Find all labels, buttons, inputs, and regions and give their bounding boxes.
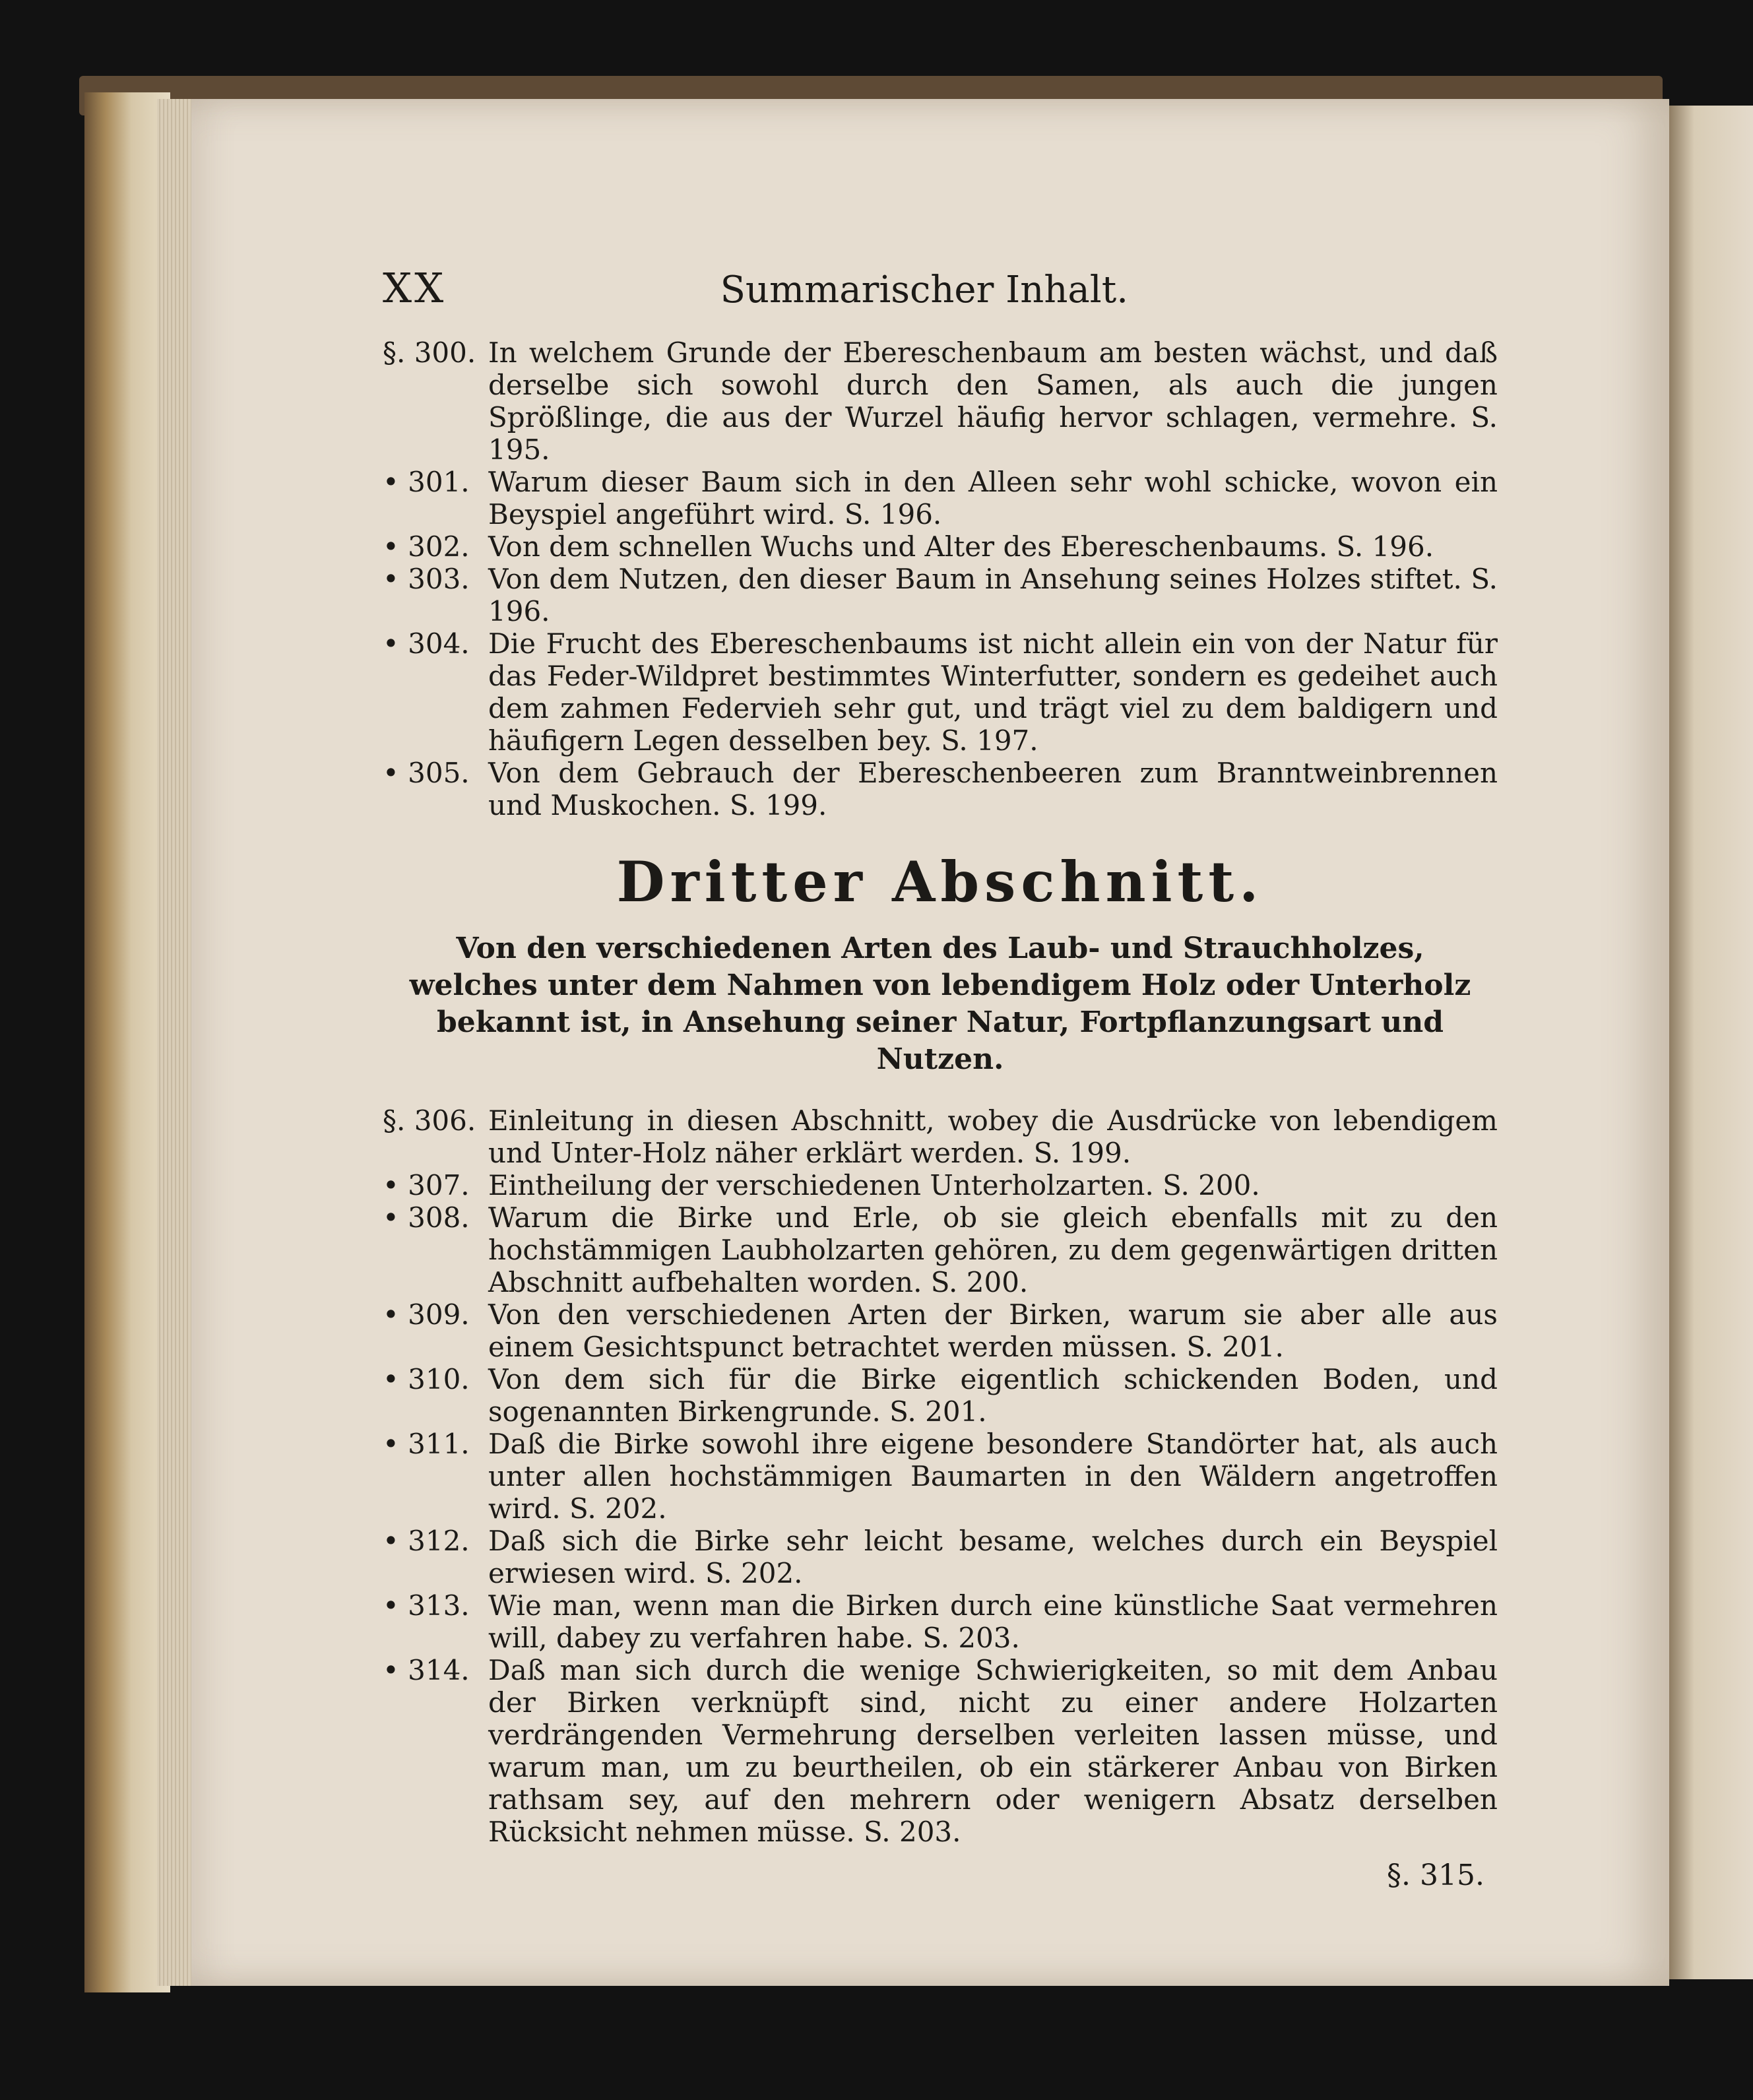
toc-entry [383, 1201, 1498, 1298]
toc-entry [383, 1589, 1498, 1654]
entry-number: §. 300. [383, 336, 476, 369]
toc-entry [383, 466, 1498, 530]
entry-number: • 314. [383, 1654, 470, 1686]
entry-number: • 304. [383, 627, 470, 660]
section-heading: Dritter Abschnitt. [616, 849, 1264, 914]
entry-number: • 309. [383, 1298, 470, 1331]
entry-number: • 313. [383, 1589, 470, 1622]
entry-text: Warum dieser Baum sich in den Alleen sehr wohl schicke, wovon ein Beyspiel angeführt wird. S. 196. [488, 466, 1498, 530]
entries-before-section [383, 336, 1498, 821]
entry-text: Warum die Birke und Erle, ob sie gleich ebenfalls mit zu den hochstämmigen Laubholzarten gehören, zu dem gegenwärtigen dritten Abschnitt aufbehalten worden. S. 200. [488, 1201, 1498, 1298]
toc-entry [383, 1428, 1498, 1525]
toc-entry [383, 627, 1498, 757]
entry-text: Von den verschiedenen Arten der Birken, warum sie aber alle aus einem Gesichtspunct betrachtet werden müssen. S. 201. [488, 1298, 1498, 1363]
toc-entry [383, 1525, 1498, 1589]
toc-entry [383, 1298, 1498, 1363]
entry-text: Daß man sich durch die wenige Schwierigkeiten, so mit dem Anbau der Birken verknüpft sind, nicht zu einer andere Holzarten verdrängenden Vermehrung derselben verleiten lassen müsse, und warum man, um zu beurtheilen, ob ein stärkerer Anbau von Birken rathsam sey, auf den mehrern oder wenigern Absatz derselben Rücksicht nehmen müsse. S. 203. [488, 1654, 1498, 1848]
toc-entry [383, 1654, 1498, 1848]
entry-text: In welchem Grunde der Ebereschenbaum am besten wächst, und daß derselbe sich sowohl durch den Samen, als auch die jungen Sprößlinge, die aus der Wurzel häufig hervor schlagen, vermehre. S. 195. [488, 336, 1498, 466]
entry-text: Einleitung in diesen Abschnitt, wobey die Ausdrücke von lebendigem und Unter-Holz näher erklärt werden. S. 199. [488, 1104, 1498, 1169]
entry-number: • 301. [383, 466, 470, 498]
facing-page-edge [1669, 106, 1753, 1979]
catchword: §. 315. [1387, 1859, 1484, 1892]
entry-text: Daß sich die Birke sehr leicht besame, welches durch ein Beyspiel erwiesen wird. S. 202. [488, 1525, 1498, 1589]
toc-entry [383, 757, 1498, 821]
entries-after-section [383, 1104, 1498, 1848]
entry-text: Von dem sich für die Birke eigentlich schickenden Boden, und sogenannten Birkengrunde. S. 201. [488, 1363, 1498, 1428]
entry-text: Daß die Birke sowohl ihre eigene besondere Standörter hat, als auch unter allen hochstämmigen Baumarten in den Wäldern angetroffen wird. S. 202. [488, 1428, 1498, 1525]
entry-text: Von dem Gebrauch der Ebereschenbeeren zum Branntweinbrennen und Muskochen. S. 199. [488, 757, 1498, 821]
section-subtitle: Von den verschiedenen Arten des Laub- und Strauchholzes, welches unter dem Nahmen von lebendigem Holz oder Unterholz bekannt ist, in Ansehung seiner Natur, Fortpflanzungsart und Nutzen. [409, 932, 1471, 1076]
page-title: Summarischer Inhalt. [720, 269, 1128, 311]
entry-text: Wie man, wenn man die Birken durch eine künstliche Saat vermehren will, dabey zu verfahren habe. S. 203. [488, 1589, 1498, 1654]
running-header [383, 264, 1498, 336]
page-stack [157, 99, 197, 1986]
entry-number: §. 306. [383, 1104, 476, 1137]
entry-number: • 310. [383, 1363, 470, 1395]
page-content [383, 264, 1498, 1892]
entry-number: • 312. [383, 1525, 470, 1557]
toc-entry [383, 336, 1498, 466]
toc-entry [383, 530, 1498, 563]
entry-number: • 307. [383, 1169, 470, 1201]
entry-text: Von dem Nutzen, den dieser Baum in Ansehung seines Holzes stiftet. S. 196. [488, 563, 1498, 627]
entry-text: Die Frucht des Ebereschenbaums ist nicht allein ein von der Natur für das Feder-Wildpret bestimmtes Winterfutter, sondern es gedeihet auch dem zahmen Federvieh sehr gut, und trägt viel zu dem baldigern und häufigern Legen desselben bey. S. 197. [488, 627, 1498, 757]
toc-entry [383, 1169, 1498, 1201]
page-number: XX [383, 264, 447, 312]
entry-number: • 302. [383, 530, 470, 563]
entry-text: Eintheilung der verschiedenen Unterholzarten. S. 200. [488, 1169, 1260, 1201]
entry-text: Von dem schnellen Wuchs und Alter des Ebereschenbaums. S. 196. [488, 530, 1434, 563]
toc-entry [383, 1104, 1498, 1169]
entry-number: • 305. [383, 757, 470, 789]
entry-number: • 311. [383, 1428, 470, 1460]
toc-entry [383, 1363, 1498, 1428]
toc-entry [383, 563, 1498, 627]
entry-number: • 303. [383, 563, 470, 595]
entry-number: • 308. [383, 1201, 470, 1234]
